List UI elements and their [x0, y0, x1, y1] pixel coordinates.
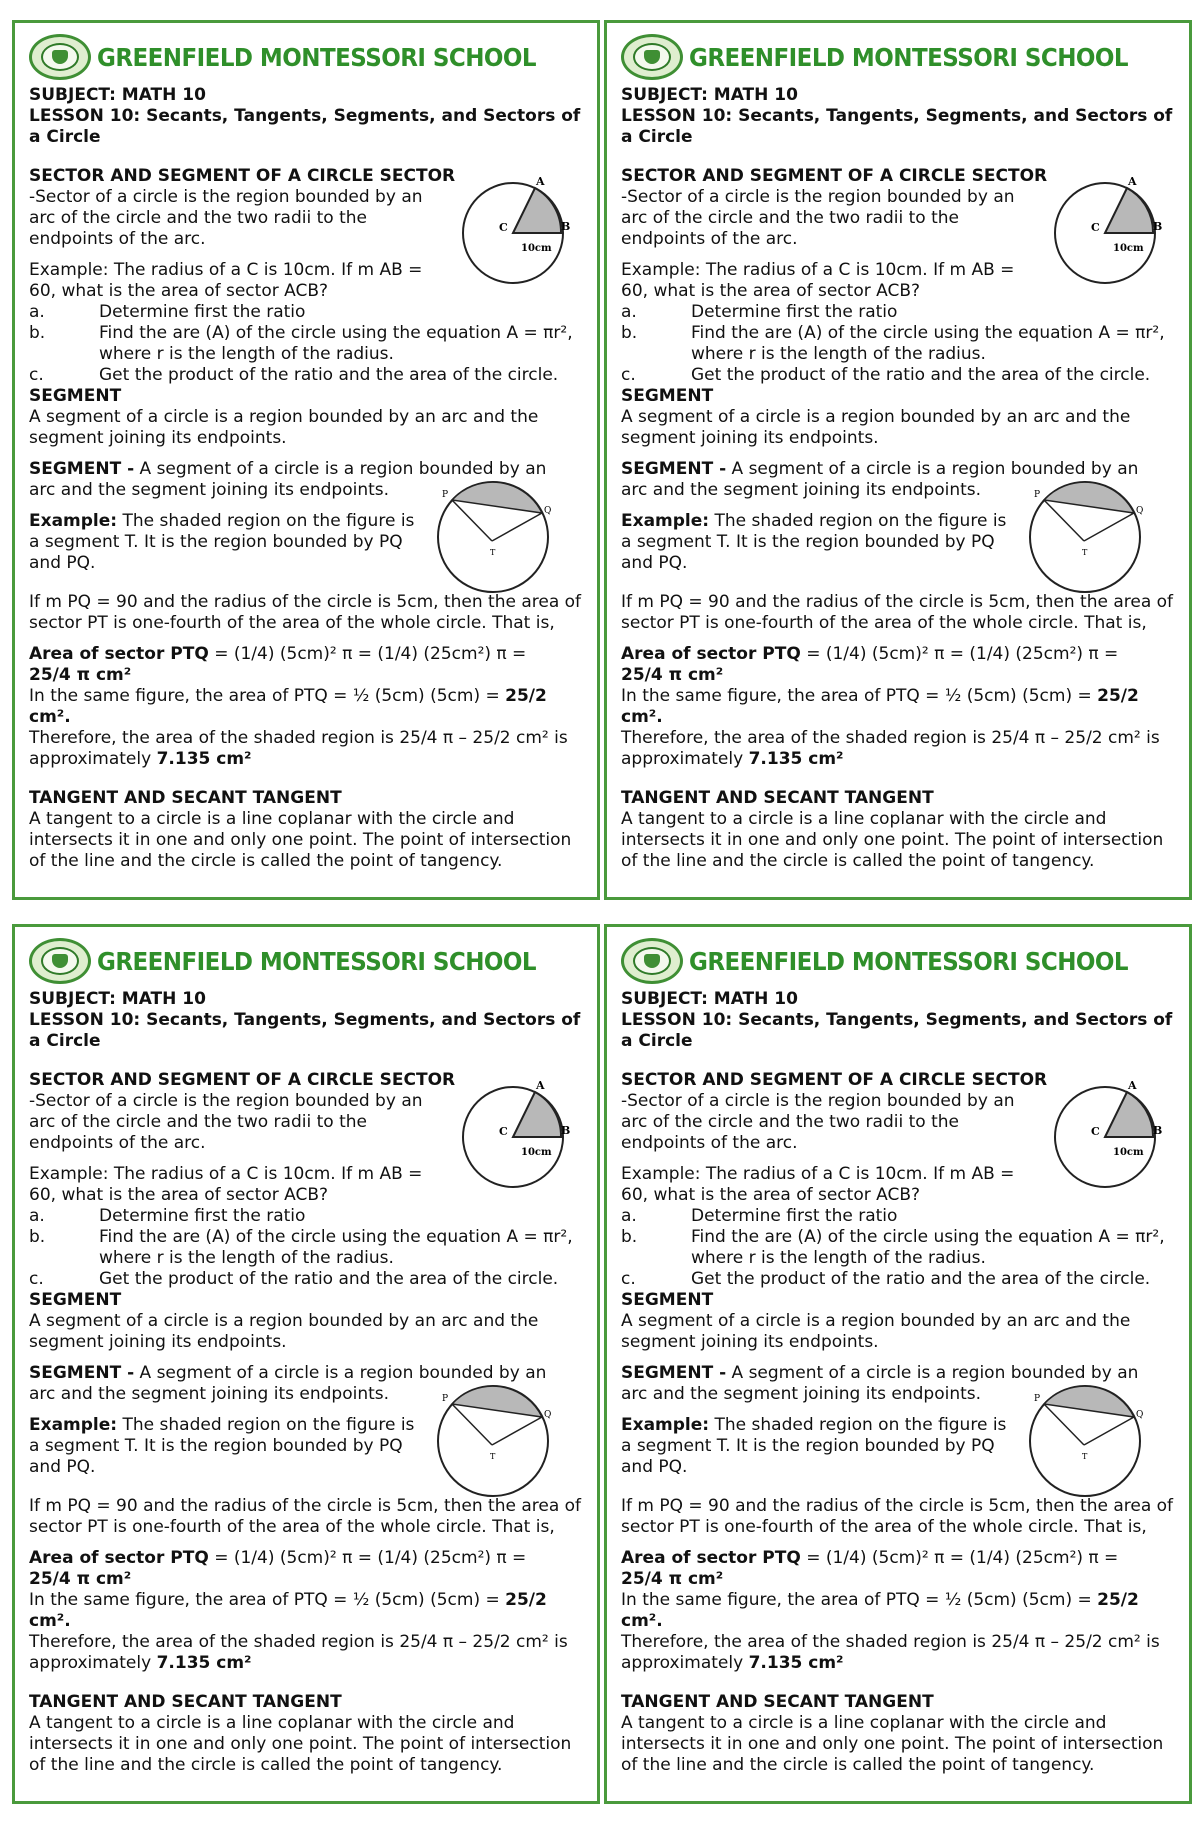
step-a: a. Determine first the ratio	[621, 1206, 898, 1226]
label-q: Q	[544, 1410, 552, 1420]
mpq-text: If m PQ = 90 and the radius of the circle is 5cm, then the area of sector PT is one-fourth of the area of the whole circle. That is,	[621, 592, 1174, 633]
step-a: a. Determine first the ratio	[29, 302, 306, 322]
sector-definition: -Sector of a circle is the region bounded by an arc of the circle and the two radii to the endpoints of the arc.	[29, 187, 423, 249]
label-radius: 10cm	[1113, 1147, 1144, 1158]
tangent-heading: TANGENT AND SECANT TANGENT	[621, 788, 934, 808]
triangle-area: In the same figure, the area of PTQ = ½ (5cm) (5cm) = 25/2 cm².	[29, 686, 547, 727]
segment-example: Example: The shaded region on the figure is a segment T. It is the region bounded by PQ and PQ.	[29, 1415, 415, 1477]
therefore-text: Therefore, the area of the shaded region is 25/4 π – 25/2 cm² is approximately 7.135 cm²	[29, 728, 568, 769]
subject: SUBJECT: MATH 10	[29, 85, 206, 105]
lesson-title: LESSON 10: Secants, Tangents, Segments, and Sectors of a Circle	[29, 106, 581, 147]
subject: SUBJECT: MATH 10	[621, 989, 798, 1009]
step-a: a. Determine first the ratio	[621, 302, 898, 322]
label-radius: 10cm	[521, 243, 552, 254]
sector-figure	[1047, 175, 1163, 291]
label-b: B	[1153, 220, 1163, 233]
label-q: Q	[1136, 1410, 1144, 1420]
sector-figure	[1047, 1079, 1163, 1195]
handout-card-2	[604, 20, 1192, 900]
label-t: T	[490, 1452, 496, 1461]
school-seal-icon	[621, 34, 683, 80]
sector-figure	[455, 175, 571, 291]
segment-figure	[430, 1379, 556, 1501]
school-name: GREENFIELD MONTESSORI SCHOOL	[689, 946, 1129, 976]
label-q: Q	[544, 506, 552, 516]
triangle-area: In the same figure, the area of PTQ = ½ (5cm) (5cm) = 25/2 cm².	[29, 1590, 547, 1631]
handout-card-3	[12, 924, 600, 1804]
sector-definition: -Sector of a circle is the region bounded by an arc of the circle and the two radii to the endpoints of the arc.	[621, 1091, 1015, 1153]
card-header	[29, 933, 585, 989]
mpq-text: If m PQ = 90 and the radius of the circle is 5cm, then the area of sector PT is one-fourth of the area of the whole circle. That is,	[29, 592, 582, 633]
step-b: b. Find the are (A) of the circle using the equation A = πr², where r is the length of the radius.	[621, 323, 1165, 364]
sector-heading: SECTOR AND SEGMENT OF A CIRCLE SECTOR	[621, 1070, 1048, 1090]
label-t: T	[490, 548, 496, 557]
card-header	[621, 933, 1177, 989]
sector-definition: -Sector of a circle is the region bounded by an arc of the circle and the two radii to the endpoints of the arc.	[29, 1091, 423, 1153]
tangent-definition: A tangent to a circle is a line coplanar with the circle and intersects it in one and only one point. The point of intersection of the line and the circle is called the point of tangency.	[621, 1713, 1164, 1775]
area-sector: Area of sector PTQ = (1/4) (5cm)² π = (1/4) (25cm²) π = 25/4 π cm²	[621, 1548, 1119, 1589]
tangent-heading: TANGENT AND SECANT TANGENT	[29, 788, 342, 808]
label-p: P	[1034, 490, 1041, 500]
label-c: C	[1091, 221, 1100, 234]
subject: SUBJECT: MATH 10	[29, 989, 206, 1009]
tangent-heading: TANGENT AND SECANT TANGENT	[29, 1692, 342, 1712]
segment-example: Example: The shaded region on the figure is a segment T. It is the region bounded by PQ and PQ.	[621, 1415, 1007, 1477]
school-name: GREENFIELD MONTESSORI SCHOOL	[97, 946, 537, 976]
label-radius: 10cm	[521, 1147, 552, 1158]
label-p: P	[1034, 1394, 1041, 1404]
sector-heading: SECTOR AND SEGMENT OF A CIRCLE SECTOR	[29, 166, 456, 186]
mpq-text: If m PQ = 90 and the radius of the circle is 5cm, then the area of sector PT is one-fourth of the area of the whole circle. That is,	[621, 1496, 1174, 1537]
lesson-title: LESSON 10: Secants, Tangents, Segments, and Sectors of a Circle	[621, 1010, 1173, 1051]
step-b: b. Find the are (A) of the circle using the equation A = πr², where r is the length of the radius.	[29, 1227, 573, 1268]
label-radius: 10cm	[1113, 243, 1144, 254]
tangent-heading: TANGENT AND SECANT TANGENT	[621, 1692, 934, 1712]
segment-heading: SEGMENT	[621, 1290, 714, 1310]
card-header	[29, 29, 585, 85]
therefore-text: Therefore, the area of the shaded region is 25/4 π – 25/2 cm² is approximately 7.135 cm²	[621, 728, 1160, 769]
segment-heading: SEGMENT	[29, 386, 122, 406]
step-b: b. Find the are (A) of the circle using the equation A = πr², where r is the length of the radius.	[621, 1227, 1165, 1268]
segment-definition: A segment of a circle is a region bounded by an arc and the segment joining its endpoints.	[621, 407, 1131, 448]
step-c: c. Get the product of the ratio and the area of the circle.	[29, 1269, 559, 1289]
handout-card-1	[12, 20, 600, 900]
area-sector: Area of sector PTQ = (1/4) (5cm)² π = (1/4) (25cm²) π = 25/4 π cm²	[621, 644, 1119, 685]
segment-figure	[1022, 1379, 1148, 1501]
label-b: B	[1153, 1124, 1163, 1137]
school-seal-icon	[29, 34, 91, 80]
sector-example: Example: The radius of a C is 10cm. If m AB = 60, what is the area of sector ACB?	[621, 1164, 1015, 1205]
label-p: P	[442, 1394, 449, 1404]
sector-example: Example: The radius of a C is 10cm. If m AB = 60, what is the area of sector ACB?	[29, 1164, 423, 1205]
segment-definition-2: SEGMENT - A segment of a circle is a region bounded by an arc and the segment joining its endpoints.	[29, 1363, 547, 1404]
tangent-definition: A tangent to a circle is a line coplanar with the circle and intersects it in one and only one point. The point of intersection of the line and the circle is called the point of tangency.	[29, 809, 572, 871]
therefore-text: Therefore, the area of the shaded region is 25/4 π – 25/2 cm² is approximately 7.135 cm²	[621, 1632, 1160, 1673]
segment-definition-2: SEGMENT - A segment of a circle is a region bounded by an arc and the segment joining its endpoints.	[621, 459, 1139, 500]
step-a: a. Determine first the ratio	[29, 1206, 306, 1226]
label-a: A	[1128, 1079, 1137, 1092]
segment-figure	[430, 475, 556, 597]
segment-definition: A segment of a circle is a region bounded by an arc and the segment joining its endpoints.	[621, 1311, 1131, 1352]
label-b: B	[561, 220, 571, 233]
label-c: C	[499, 221, 508, 234]
label-b: B	[561, 1124, 571, 1137]
label-q: Q	[1136, 506, 1144, 516]
segment-example: Example: The shaded region on the figure is a segment T. It is the region bounded by PQ and PQ.	[29, 511, 415, 573]
therefore-text: Therefore, the area of the shaded region is 25/4 π – 25/2 cm² is approximately 7.135 cm²	[29, 1632, 568, 1673]
segment-heading: SEGMENT	[621, 386, 714, 406]
area-sector: Area of sector PTQ = (1/4) (5cm)² π = (1/4) (25cm²) π = 25/4 π cm²	[29, 644, 527, 685]
sector-example: Example: The radius of a C is 10cm. If m AB = 60, what is the area of sector ACB?	[29, 260, 423, 301]
label-a: A	[1128, 175, 1137, 188]
segment-heading: SEGMENT	[29, 1290, 122, 1310]
label-a: A	[536, 1079, 545, 1092]
sector-definition: -Sector of a circle is the region bounded by an arc of the circle and the two radii to the endpoints of the arc.	[621, 187, 1015, 249]
lesson-title: LESSON 10: Secants, Tangents, Segments, and Sectors of a Circle	[29, 1010, 581, 1051]
sector-heading: SECTOR AND SEGMENT OF A CIRCLE SECTOR	[621, 166, 1048, 186]
segment-definition-2: SEGMENT - A segment of a circle is a region bounded by an arc and the segment joining its endpoints.	[29, 459, 547, 500]
area-sector: Area of sector PTQ = (1/4) (5cm)² π = (1/4) (25cm²) π = 25/4 π cm²	[29, 1548, 527, 1589]
label-c: C	[499, 1125, 508, 1138]
sector-example: Example: The radius of a C is 10cm. If m AB = 60, what is the area of sector ACB?	[621, 260, 1015, 301]
segment-definition-2: SEGMENT - A segment of a circle is a region bounded by an arc and the segment joining its endpoints.	[621, 1363, 1139, 1404]
tangent-definition: A tangent to a circle is a line coplanar with the circle and intersects it in one and only one point. The point of intersection of the line and the circle is called the point of tangency.	[29, 1713, 572, 1775]
step-b: b. Find the are (A) of the circle using the equation A = πr², where r is the length of the radius.	[29, 323, 573, 364]
tangent-definition: A tangent to a circle is a line coplanar with the circle and intersects it in one and only one point. The point of intersection of the line and the circle is called the point of tangency.	[621, 809, 1164, 871]
label-p: P	[442, 490, 449, 500]
segment-definition: A segment of a circle is a region bounded by an arc and the segment joining its endpoints.	[29, 407, 539, 448]
school-name: GREENFIELD MONTESSORI SCHOOL	[97, 42, 537, 72]
label-t: T	[1082, 548, 1088, 557]
handout-card-4	[604, 924, 1192, 1804]
triangle-area: In the same figure, the area of PTQ = ½ (5cm) (5cm) = 25/2 cm².	[621, 686, 1139, 727]
lesson-title: LESSON 10: Secants, Tangents, Segments, and Sectors of a Circle	[621, 106, 1173, 147]
mpq-text: If m PQ = 90 and the radius of the circle is 5cm, then the area of sector PT is one-fourth of the area of the whole circle. That is,	[29, 1496, 582, 1537]
segment-definition: A segment of a circle is a region bounded by an arc and the segment joining its endpoints.	[29, 1311, 539, 1352]
label-c: C	[1091, 1125, 1100, 1138]
school-name: GREENFIELD MONTESSORI SCHOOL	[689, 42, 1129, 72]
segment-figure	[1022, 475, 1148, 597]
label-a: A	[536, 175, 545, 188]
school-seal-icon	[29, 938, 91, 984]
step-c: c. Get the product of the ratio and the area of the circle.	[621, 1269, 1151, 1289]
label-t: T	[1082, 1452, 1088, 1461]
step-c: c. Get the product of the ratio and the area of the circle.	[621, 365, 1151, 385]
sector-figure	[455, 1079, 571, 1195]
segment-example: Example: The shaded region on the figure is a segment T. It is the region bounded by PQ and PQ.	[621, 511, 1007, 573]
school-seal-icon	[621, 938, 683, 984]
card-header	[621, 29, 1177, 85]
step-c: c. Get the product of the ratio and the area of the circle.	[29, 365, 559, 385]
subject: SUBJECT: MATH 10	[621, 85, 798, 105]
sector-heading: SECTOR AND SEGMENT OF A CIRCLE SECTOR	[29, 1070, 456, 1090]
triangle-area: In the same figure, the area of PTQ = ½ (5cm) (5cm) = 25/2 cm².	[621, 1590, 1139, 1631]
